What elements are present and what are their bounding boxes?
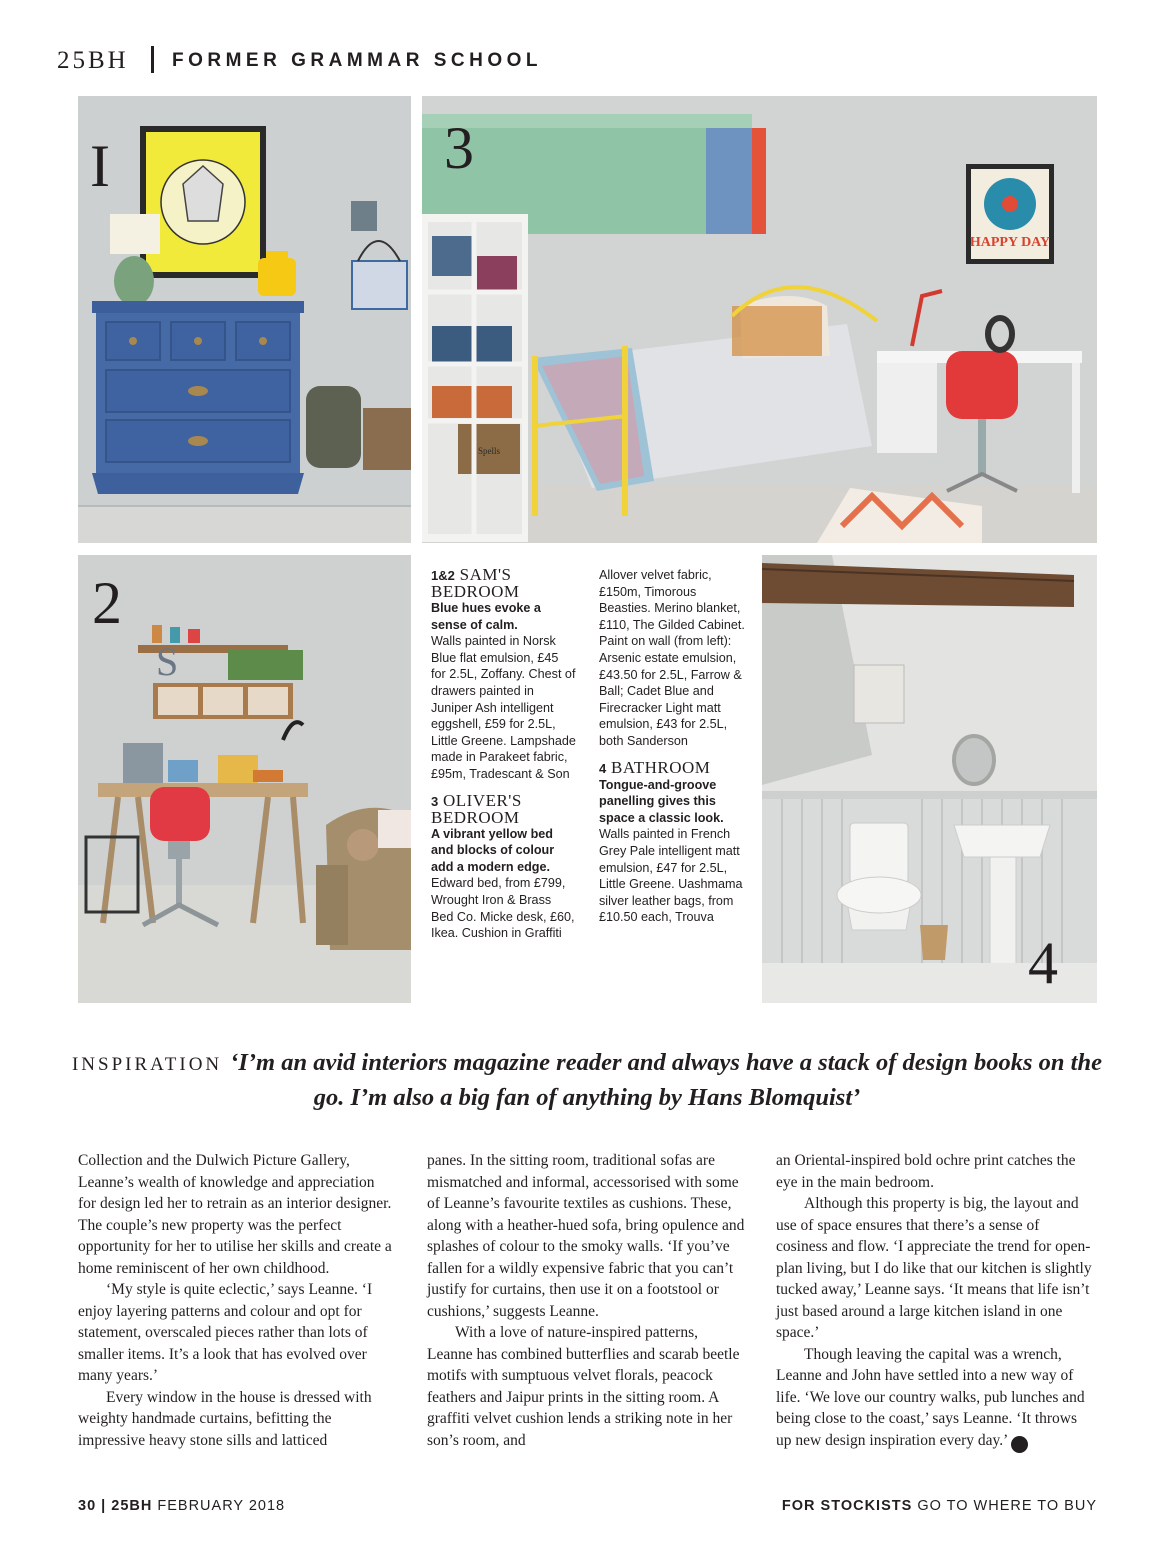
body-column-3 [776, 1150, 1094, 1453]
caption-sam-heading-line2: BEDROOM [431, 582, 520, 601]
photo-3-illustration [422, 96, 1097, 543]
caption-sam-lead: Blue hues evoke a sense of calm. [431, 601, 541, 632]
caption-oliver-heading: 3 OLIVER'S [431, 790, 522, 810]
caption-sam-heading: 1&2 SAM'S [431, 565, 512, 584]
stockists-text: GO TO WHERE TO BUY [917, 1498, 1097, 1514]
body-column-1 [78, 1150, 396, 1451]
body-col1-para1: Collection and the Dulwich Picture Gallery, Leanne’s wealth of knowledge and appreciation for design led her to retrain as an interior designer. The couple’s new property was the perfect opportunity for her to utilise her skills and create a home reminiscent of her own childhood. [78, 1152, 392, 1277]
caption-bathroom-heading: 4 BATHROOM [599, 757, 711, 777]
caption-oliver-body-part1: Edward bed, from £799, Wrought Iron & Brass Bed Co. Micke desk, £60, Ikea. Cushion in Graffiti [431, 876, 575, 941]
caption-sam-body: Walls painted in Norsk Blue flat emulsion, £45 for 2.5L, Zoffany. Chest of drawers painted in Juniper Ash intelligent eggshell, £59 for 2.5L, Little Greene. Lampshade made in Parakeet fabric, £95m, Tradescant & Son [431, 634, 576, 781]
photo-number-3: 3 [444, 115, 474, 181]
pull-quote-text: ‘I’m an avid interiors magazine reader and always have a stack of design books on the go. I’m also a big fan of anything by Hans Blomquist’ [230, 1049, 1102, 1111]
photo-number-4: 4 [1028, 930, 1058, 996]
footer-stockists [782, 1496, 1097, 1516]
body-col2-para2: With a love of nature-inspired patterns, Leanne has combined butterflies and scarab beetle motifs with sumptuous velvet florals, peacock feathers and Jaipur prints in the sitting room. A graffiti velvet cushion lends a striking note in her son’s room, and [427, 1324, 740, 1449]
pull-quote-label: INSPIRATION [71, 1054, 223, 1075]
caption-bathroom-body: Walls painted in French Grey Pale intelligent matt emulsion, £47 for 2.5L, Little Greene. Uashmama silver leather bags, from £10.50 each, Trouva [599, 827, 743, 925]
body-col3-para3: Though leaving the capital was a wrench, Leanne and John have settled into a new way of life. ‘We love our country walks, pub lunches and being close to the coast,’ says Leanne. ‘It throws up new design inspiration every day.’ 25 [776, 1344, 1094, 1453]
caption-oliver-lead: A vibrant yellow bed and blocks of colour add a modern edge. [431, 826, 555, 874]
body-col1-para2: ‘My style is quite eclectic,’ says Leanne. ‘I enjoy layering patterns and colour and opt for statement, overscaled pieces rather than lots of smaller items. It’s a look that has evolved over many years.’ [78, 1281, 373, 1384]
photo-sams-bedroom-drawers [78, 96, 411, 543]
photo-1-illustration [78, 96, 411, 543]
photo-bathroom [762, 555, 1097, 1003]
letter-s-decor: S [156, 639, 179, 684]
body-col2-para1: panes. In the sitting room, traditional sofas are mismatched and informal, accessorised with some of Leanne’s favourite textiles as cushions. These, along with a heather-hued sofa, bring opulence and splashes of colour to the smoky walls. ‘If you’ve fallen for a wildly expensive fabric that you can’t justify for curtains, then use it on a footstool or cushions,’ suggests Leanne. [427, 1152, 745, 1320]
body-col1-para3: Every window in the house is dressed with weighty handmade curtains, befitting the impressive heavy stone sills and latticed [78, 1388, 372, 1449]
photo-olivers-bedroom [422, 96, 1097, 543]
photo-sams-bedroom-desk [78, 555, 411, 1003]
body-column-2 [427, 1150, 745, 1451]
caption-column-1 [431, 567, 576, 942]
caption-oliver-body-part2: Allover velvet fabric, £150m, Timorous Beasties. Merino blanket, £110, The Gilded Cabinet. Paint on wall (from left): Arsenic estate emulsion, £43.50 for 2.5L, Farrow & Ball; Cadet Blue and Firecracker Light matt emulsion, £43 for 2.5L, both Sanderson [599, 568, 745, 748]
photo-2-illustration [78, 555, 411, 1003]
magazine-brand: 25BH [57, 47, 129, 74]
photo-number-2: 2 [92, 570, 122, 636]
footer-folio: 30 | 25BH FEBRUARY 2018 [78, 1498, 286, 1514]
section-title: FORMER GRAMMAR SCHOOL [172, 50, 542, 71]
end-mark-icon: 25 [1011, 1436, 1028, 1453]
footer-brand: 25BH [111, 1498, 153, 1514]
box-label-text: Spells [477, 446, 501, 456]
header-divider [151, 46, 154, 73]
photo-number-1: I [90, 133, 110, 199]
poster-text: HAPPY DAY [969, 235, 1051, 250]
issue-date: FEBRUARY 2018 [157, 1498, 286, 1514]
stockists-label: FOR STOCKISTS [781, 1498, 913, 1514]
caption-column-2 [599, 567, 747, 926]
page-number: 30 [78, 1498, 97, 1514]
pull-quote [60, 1046, 1114, 1114]
body-col3-para1: an Oriental-inspired bold ochre print catches the eye in the main bedroom. [776, 1152, 1076, 1191]
caption-oliver-heading-line2: BEDROOM [431, 807, 520, 827]
body-col3-para2: Although this property is big, the layout and use of space ensures that there’s a sense of cosiness and flow. ‘I appreciate the trend for open-plan living, but I do like that our kitchen is slightly tucked away,’ Leanne says. ‘It means that life isn’t just based around a large kitchen island in one space.’ [776, 1195, 1092, 1341]
caption-bathroom-lead: Tongue-and-groove panelling gives this space a classic look. [599, 777, 724, 825]
